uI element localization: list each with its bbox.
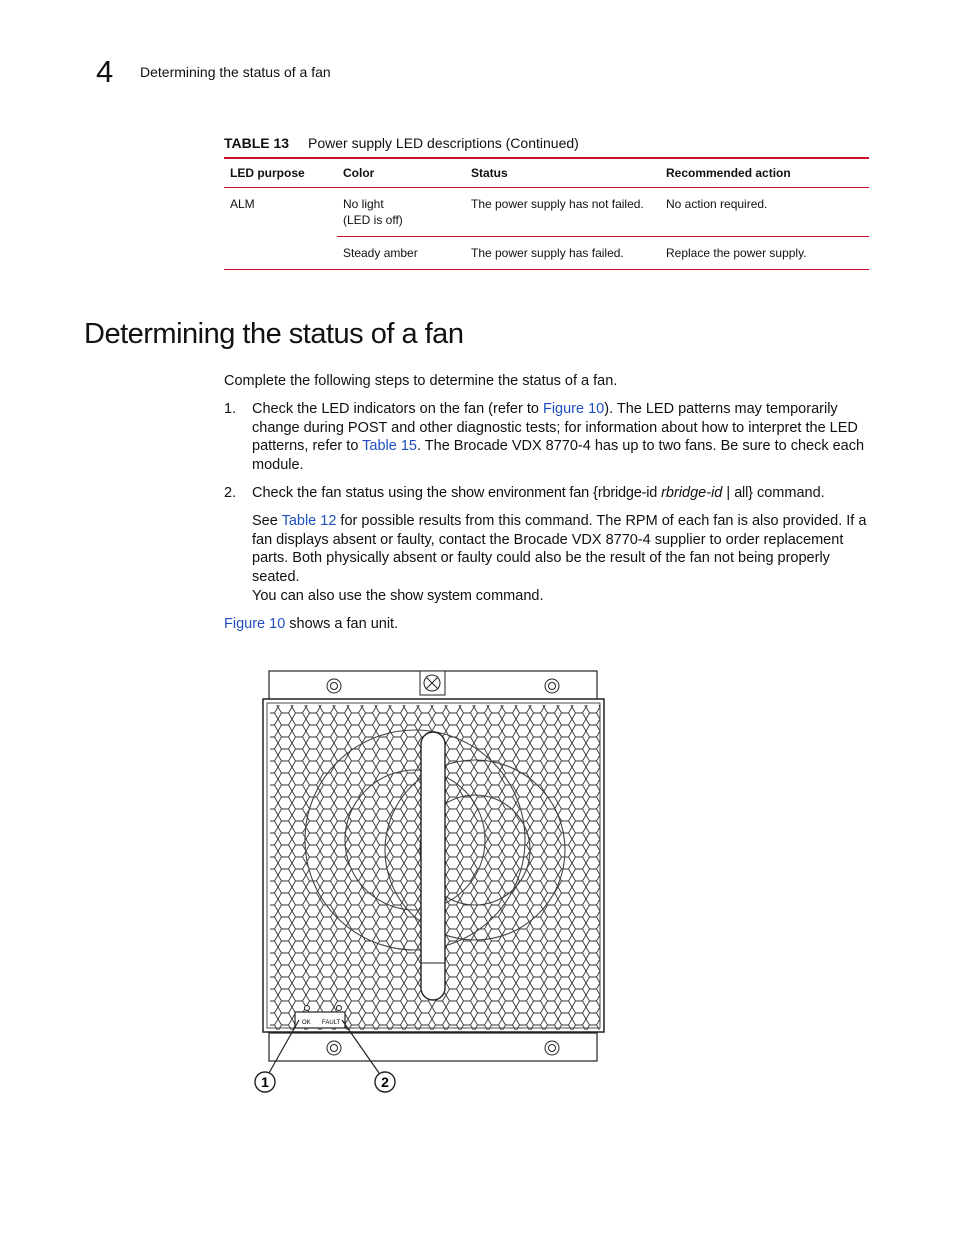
led-table	[224, 157, 869, 270]
section-title: Determining the status of a fan	[84, 318, 464, 350]
ok-led	[305, 1006, 310, 1011]
intro-paragraph: Complete the following steps to determine the status of a fan.	[224, 373, 618, 389]
fan-handle	[421, 732, 445, 1000]
command-keyword: all	[734, 485, 749, 501]
table-cell: The power supply has failed.	[465, 237, 660, 270]
command-keyword: show system	[390, 587, 472, 604]
callout-1-label: 1	[261, 1074, 269, 1090]
command-keyword: rbridge-id	[597, 485, 658, 501]
callout-2-label: 2	[381, 1074, 389, 1090]
table-cell: ALM	[224, 188, 337, 270]
table-title: Power supply LED descriptions (Continued)	[308, 135, 579, 151]
table-12-link[interactable]: Table 12	[281, 513, 337, 529]
led-ok-label: OK	[302, 1020, 311, 1026]
led-fault-label: FAULT	[322, 1020, 341, 1026]
table-cell: No light (LED is off)	[337, 188, 465, 237]
table-header: Status	[465, 158, 660, 188]
step-2-detail: See Table 12 for possible results from this command. The RPM of each fan is also provided. If a fan displays absent or faulty, contact the Brocade VDX 8770-4 supplier to order replacement parts. Both physically absent or faulty could also be the result of the fan not being properly seated. You can also use the show system command.	[252, 513, 867, 604]
table-cell: The power supply has not failed.	[465, 188, 660, 237]
step-1: 1. Check the LED indicators on the fan (refer to Figure 10). The LED patterns may temporarily change during POST and other diagnostic tests; for information about how to interpret the LED patterns, refer to Table 15. The Brocade VDX 8770-4 has up to two fans. Be sure to check each module.	[224, 401, 865, 474]
table-label: TABLE 13	[224, 135, 290, 151]
figure-10-link[interactable]: Figure 10	[224, 616, 286, 632]
chapter-number: 4	[96, 54, 114, 89]
step-number: 2.	[224, 485, 237, 501]
running-title: Determining the status of a fan	[140, 64, 331, 80]
step-2: 2. Check the fan status using the show environment fan {rbridge-id rbridge-id | all} command.	[224, 485, 825, 501]
table-header: Recommended action	[660, 158, 869, 188]
table-cell: Replace the power supply.	[660, 237, 869, 270]
table-15-link[interactable]: Table 15	[362, 438, 417, 455]
command-argument: rbridge-id	[657, 485, 723, 501]
figure-reference: Figure 10 shows a fan unit.	[224, 616, 399, 632]
command-keyword: show environment fan	[451, 485, 589, 501]
table-row	[224, 188, 869, 237]
step-number: 1.	[224, 401, 237, 417]
figure-10-link[interactable]: Figure 10	[542, 401, 605, 417]
fault-led	[337, 1006, 342, 1011]
table-header: Color	[337, 158, 465, 188]
table-caption	[224, 135, 579, 151]
table-header: LED purpose	[224, 158, 337, 188]
fan-unit-figure	[250, 665, 620, 1110]
table-cell: No action required.	[660, 188, 869, 237]
table-cell: Steady amber	[337, 237, 465, 270]
